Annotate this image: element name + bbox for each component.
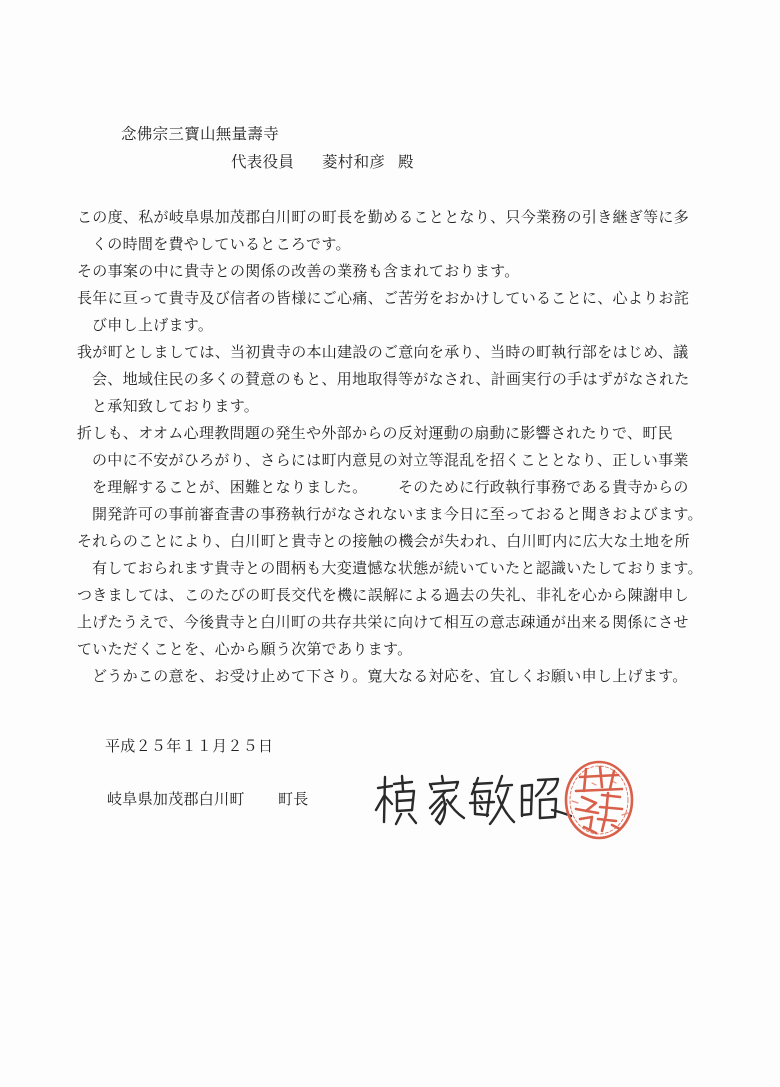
body-line: 長年に亘って貴寺及び信者の皆様にご心痛、ご苦労をおかけしていることに、心よりお詫: [77, 289, 690, 307]
recipient-honorific: 殿: [398, 153, 414, 171]
body-line: ていただくことを、心から願う次第であります。: [77, 640, 413, 658]
body-line: を理解することが、困難となりました。: [92, 478, 368, 496]
body-line: び申し上げます。: [92, 316, 214, 334]
sender-affiliation: 岐阜県加茂郡白川町: [107, 790, 245, 808]
body-line: 折しも、オオム心理教問題の発生や外部からの反対運動の扇動に影響されたりで、町民: [77, 424, 673, 442]
body-line: の中に不安がひろがり、さらには町内意見の対立等混乱を招くこととなり、正しい事業: [92, 451, 689, 469]
recipient-name: 菱村和彦: [322, 153, 386, 171]
body-line: そのために行政執行事務である貴寺からの: [398, 478, 689, 496]
handwritten-signature: [372, 772, 572, 832]
body-line: それらのことにより、白川町と貴寺との接触の機会が失われ、白川町内に広大な土地を所: [77, 532, 690, 550]
body-line: その事案の中に貴寺との関係の改善の業務も含まれております。: [77, 262, 520, 280]
body-line: 会、地域住民の多くの賛意のもと、用地取得等がなされ、計画実行の手はずがなされた: [92, 370, 690, 388]
letter-date: 平成２５年１１月２５日: [105, 737, 274, 755]
body-line: つきましては、このたびの町長交代を機に誤解による過去の失礼、非礼を心から陳謝申し: [77, 586, 690, 604]
recipient-title: 代表役員: [231, 153, 295, 171]
body-line: と承知致しております。: [92, 397, 260, 415]
body-line: 有しておられます貴寺との間柄も大変遺憾な状態が続いていたと認識いたしております。: [92, 559, 703, 577]
body-line: 上げたうえで、今後貴寺と白川町の共存共栄に向けて相互の意志疎通が出来る関係にさせ: [77, 613, 689, 631]
body-line: どうかこの意を、お受け止めて下さり。寛大なる対応を、宜しくお願い申し上げます。: [92, 667, 688, 685]
sender-role: 町長: [278, 790, 309, 808]
official-seal-stamp: [562, 757, 636, 843]
body-line: 開発許可の事前審査書の事務執行がなされないまま今日に至っておると聞きおよびます。: [92, 505, 703, 523]
body-line: この度、私が岐阜県加茂郡白川町の町長を勤めることとなり、只今業務の引き継ぎ等に多: [77, 208, 690, 226]
recipient-temple: 念佛宗三寶山無量壽寺: [121, 125, 280, 143]
body-line: くの時間を費やしているところです。: [92, 235, 351, 253]
body-line: 我が町としましては、当初貴寺の本山建設のご意向を承り、当時の町執行部をはじめ、議: [77, 343, 689, 361]
